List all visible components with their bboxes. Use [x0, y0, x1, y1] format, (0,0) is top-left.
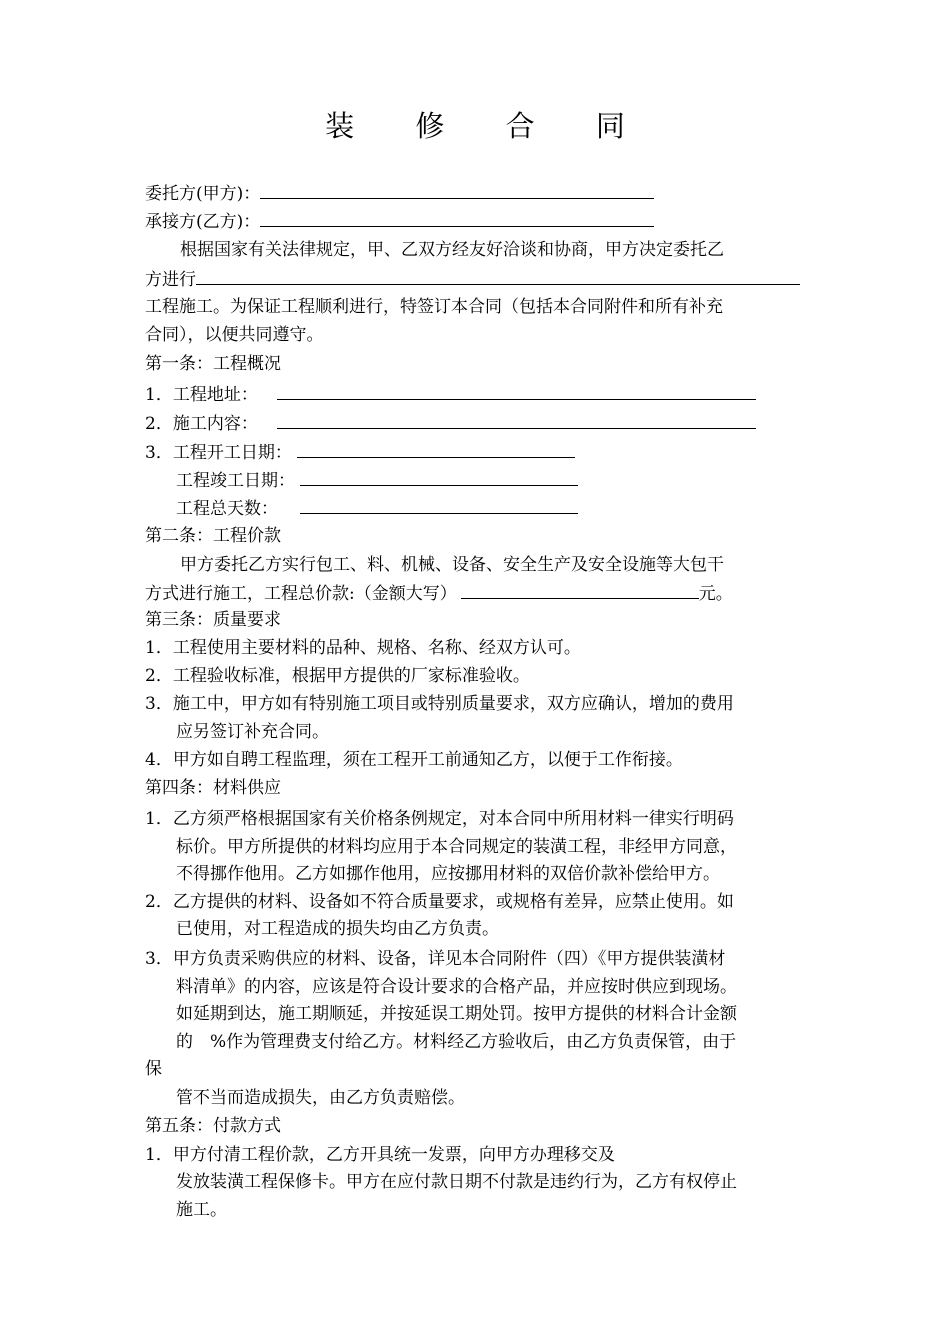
page-title: 装 修 合 同	[325, 109, 651, 143]
party-a-blank	[260, 182, 654, 199]
article-3-heading: 第三条：质量要求	[145, 610, 281, 630]
intro-line-2-text: 方进行	[145, 270, 196, 290]
item-label: 工程竣工日期：	[176, 471, 295, 491]
address-blank	[277, 383, 756, 400]
party-b-line	[145, 210, 654, 233]
article-1-item-3b	[176, 469, 578, 492]
party-b-label: 承接方(乙方)：	[145, 212, 261, 232]
article-4-item-3f: 管不当而造成损失，由乙方负责赔偿。	[176, 1088, 465, 1108]
article-2-line-2-text: 方式进行施工，工程总价款:（金额大写）	[145, 584, 457, 604]
party-a-line	[145, 182, 654, 205]
intro-line-1: 根据国家有关法律规定，甲、乙双方经友好洽谈和协商，甲方决定委托乙	[180, 240, 724, 260]
article-3-item-1: 1．工程使用主要材料的品种、规格、名称、经双方认可。	[145, 638, 581, 658]
article-4-item-3e: 保	[145, 1059, 162, 1079]
article-4-item-3b: 料清单》的内容，应该是符合设计要求的合格产品，并应按时供应到现场。	[176, 977, 737, 997]
article-3-item-2: 2．工程验收标准，根据甲方提供的厂家标准验收。	[145, 666, 530, 686]
intro-line-2	[145, 268, 800, 291]
article-2-line-2	[145, 582, 733, 605]
intro-line-4: 合同），以便共同遵守。	[145, 325, 324, 345]
article-3-item-4: 4．甲方如自聘工程监理，须在工程开工前通知乙方，以便于工作衔接。	[145, 750, 683, 770]
article-4-item-1a: 1．乙方须严格根据国家有关价格条例规定，对本合同中所用材料一律实行明码	[145, 809, 734, 829]
article-3-item-3b: 应另签订补充合同。	[176, 722, 329, 742]
article-5-item-1b: 发放装潢工程保修卡。甲方在应付款日期不付款是违约行为，乙方有权停止	[176, 1172, 737, 1192]
article-2-heading: 第二条：工程价款	[145, 526, 281, 546]
amount-blank	[461, 582, 699, 599]
article-4-item-2b: 已使用，对工程造成的损失均由乙方负责。	[176, 919, 499, 939]
article-1-item-1	[145, 383, 756, 406]
intro-line-3: 工程施工。为保证工程顺利进行，特签订本合同（包括本合同附件和所有补充	[145, 297, 723, 317]
item-label: 1．工程地址：	[145, 385, 258, 405]
project-blank	[196, 268, 800, 285]
party-b-blank	[260, 210, 654, 227]
article-4-item-3c: 如延期到达，施工期顺延，并按延误工期处罚。按甲方提供的材料合计金额	[176, 1004, 737, 1024]
article-2-line-1: 甲方委托乙方实行包工、料、机械、设备、安全生产及安全设施等大包干	[180, 555, 724, 575]
article-5-heading: 第五条：付款方式	[145, 1116, 281, 1136]
article-5-item-1a: 1．甲方付清工程价款，乙方开具统一发票，向甲方办理移交及	[145, 1145, 615, 1165]
article-1-item-3c	[176, 497, 578, 520]
article-3-item-3a: 3．施工中，甲方如有特别施工项目或特别质量要求，双方应确认，增加的费用	[145, 694, 734, 714]
article-1-item-2	[145, 412, 756, 435]
content-blank	[277, 412, 756, 429]
yuan-suffix: 元。	[698, 584, 733, 604]
item-label: 3．工程开工日期：	[145, 443, 292, 463]
end-date-blank	[300, 469, 578, 486]
article-1-heading: 第一条：工程概况	[145, 354, 281, 374]
article-4-item-3a: 3．甲方负责采购供应的材料、设备，详见本合同附件（四）《甲方提供装潢材	[145, 949, 726, 969]
article-4-item-1c: 不得挪作他用。乙方如挪作他用，应按挪用材料的双倍价款补偿给甲方。	[176, 864, 720, 884]
article-4-item-3d: 的 %作为管理费支付给乙方。材料经乙方验收后，由乙方负责保管，由于	[176, 1032, 737, 1052]
party-a-label: 委托方(甲方)：	[145, 184, 261, 204]
article-5-item-1c: 施工。	[176, 1200, 227, 1220]
total-days-blank	[300, 497, 578, 514]
item-label: 工程总天数：	[176, 499, 278, 519]
item-label: 2．施工内容：	[145, 414, 258, 434]
start-date-blank	[297, 441, 575, 458]
article-1-item-3	[145, 441, 575, 464]
article-4-item-2a: 2．乙方提供的材料、设备如不符合质量要求，或规格有差异，应禁止使用。如	[145, 892, 734, 912]
article-4-heading: 第四条：材料供应	[145, 778, 281, 798]
article-4-item-1b: 标价。甲方所提供的材料均应用于本合同规定的装潢工程，非经甲方同意，	[176, 837, 737, 857]
